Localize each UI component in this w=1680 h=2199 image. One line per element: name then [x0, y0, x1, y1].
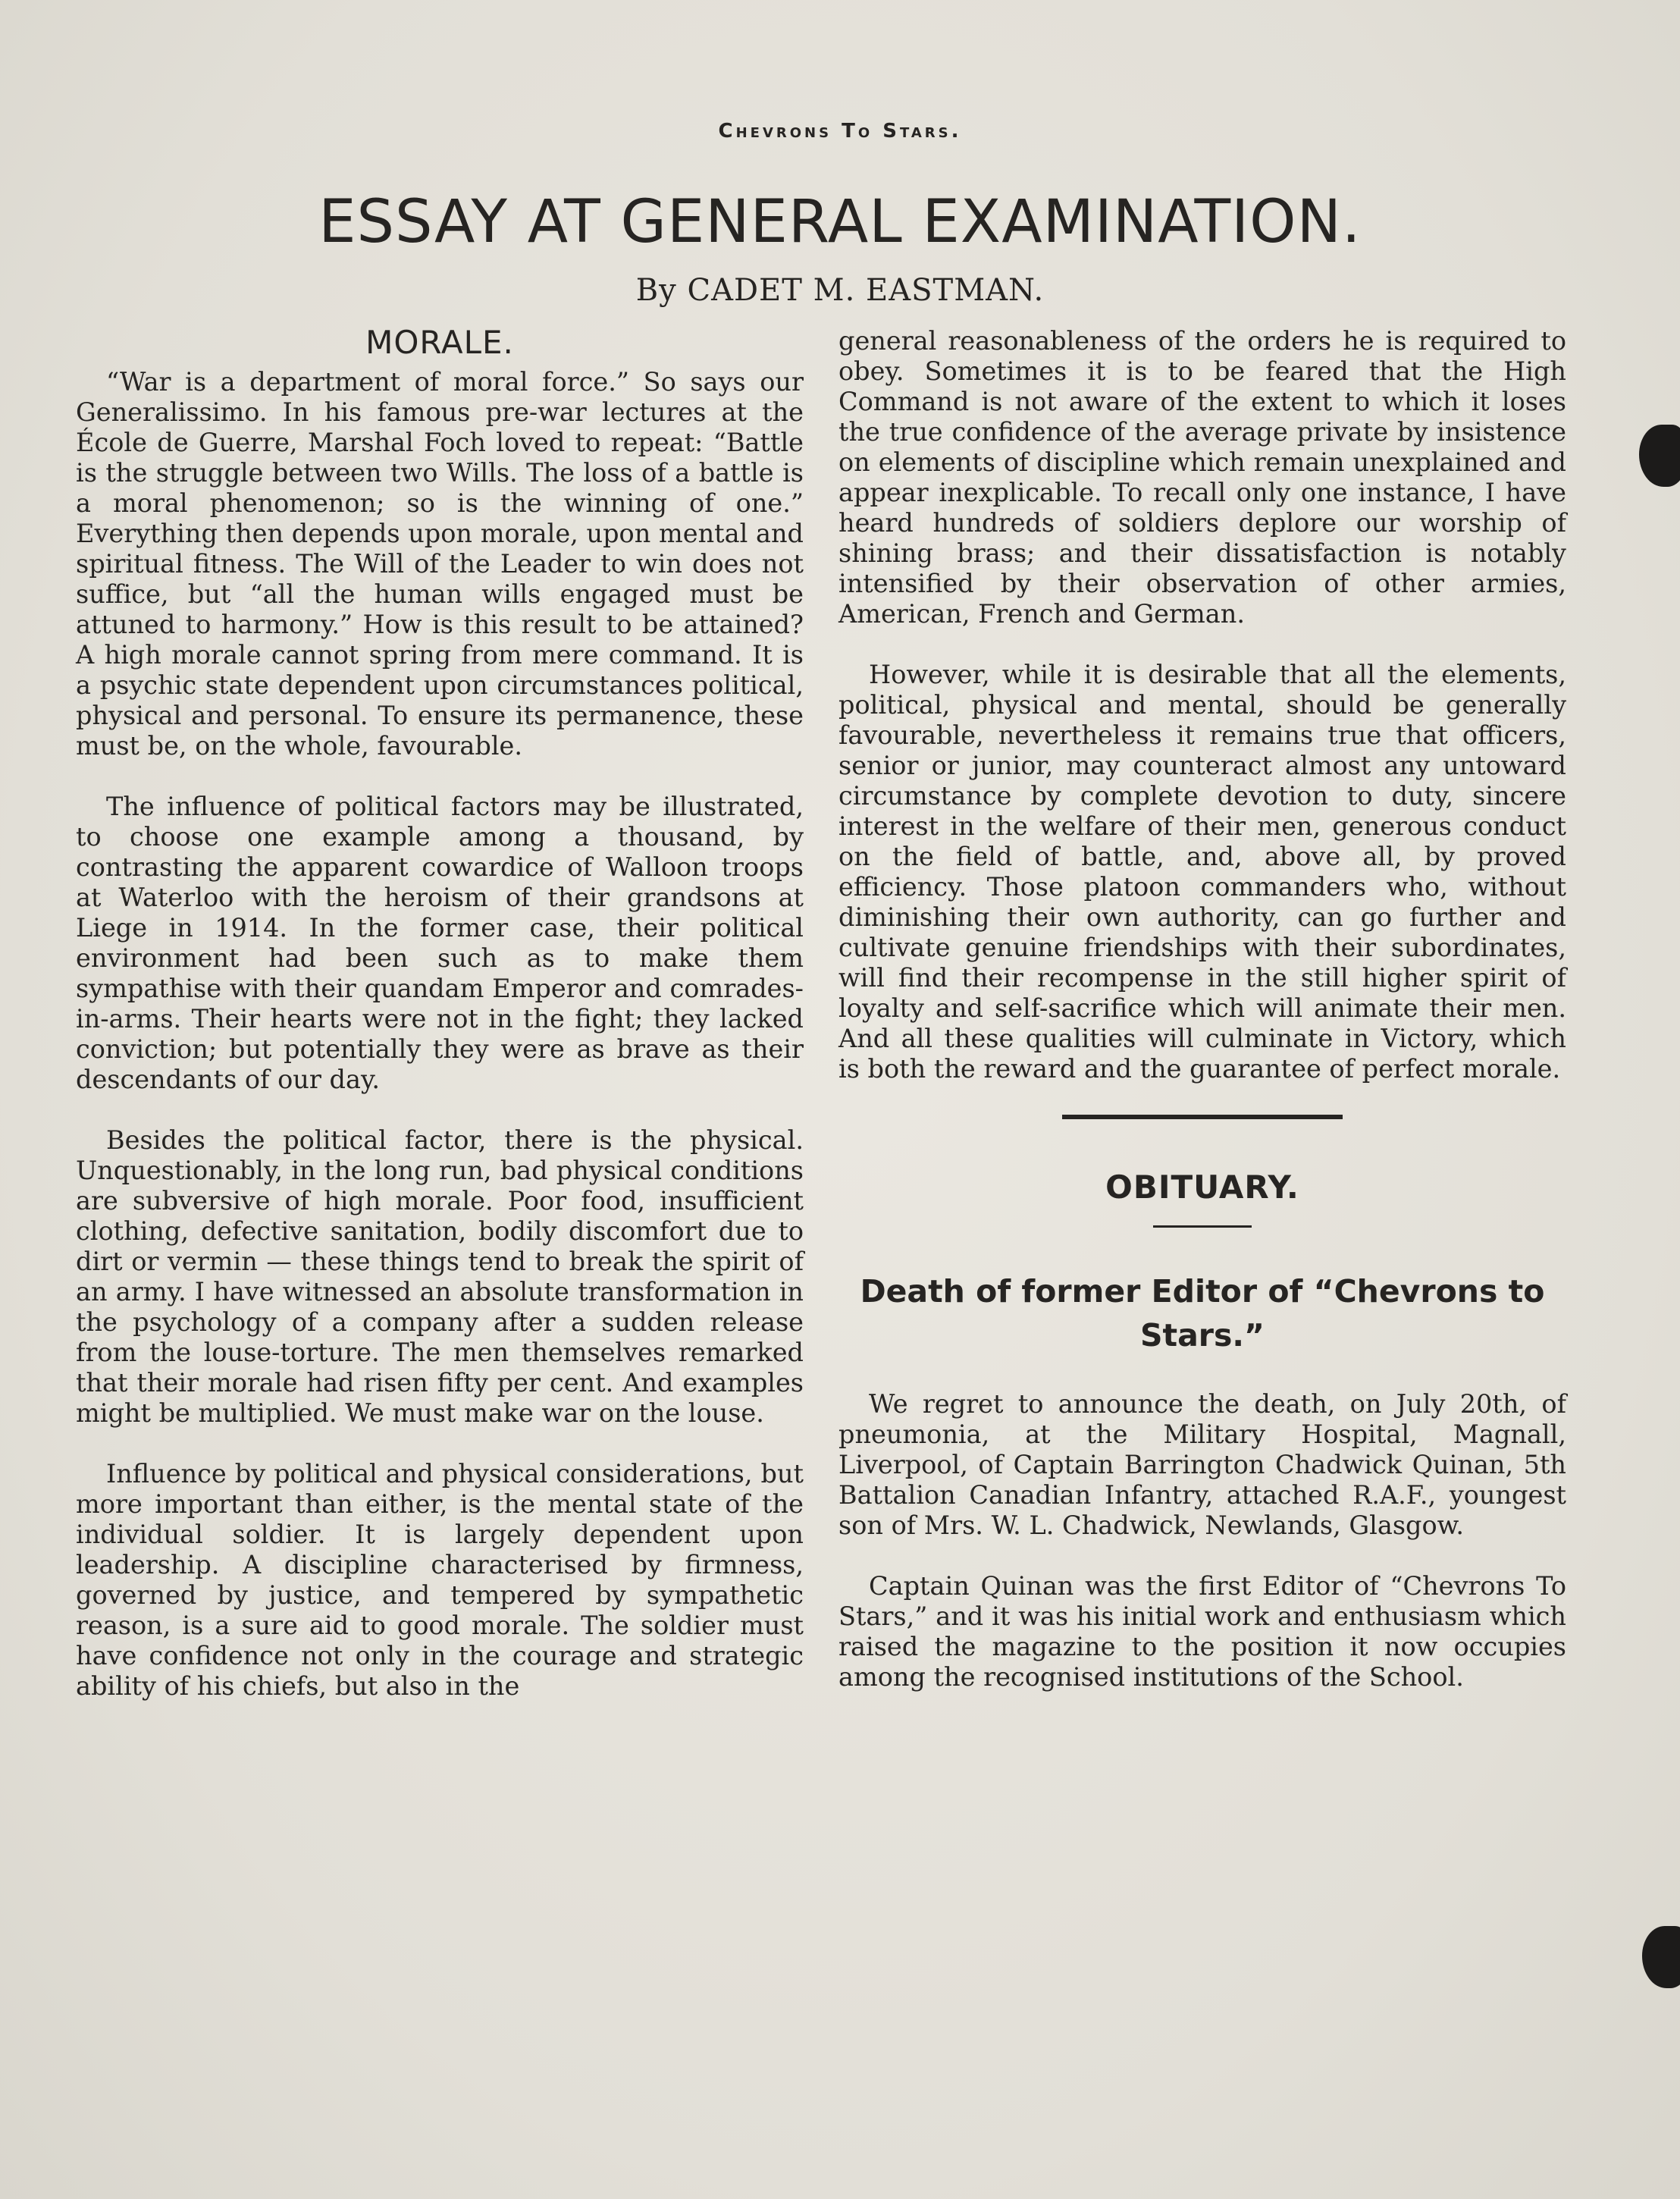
- binding-hole-bottom: [1642, 1926, 1680, 1988]
- obituary-paragraph: We regret to announce the death, on July 20th, of pneumonia, at the Military Hospital, Magnall, Liverpool, of Captain Barrington Chadwick Quinan, 5th Battalion Canadian Infantry, attached R.A.F., youngest son of Mrs. W. L. Chadwick, Newlands, Glasgow.: [838, 1389, 1566, 1540]
- section-divider: [1062, 1115, 1343, 1119]
- obituary-paragraph: Captain Quinan was the first Editor of “Chevrons To Stars,” and it was his initial work and enthusiasm which raised the magazine to the position it now occupies among the recognised institutions of the School.: [838, 1571, 1566, 1692]
- running-head: Chevrons To Stars.: [718, 120, 962, 143]
- left-column: [76, 326, 804, 1732]
- byline: By CADET M. EASTMAN.: [635, 273, 1045, 308]
- essay-paragraph: Influence by political and physical considerations, but more important than either, is the mental state of the individual soldier. It is largely dependent upon leadership. A discipline characterised by firmness, governed by justice, and tempered by sympathetic reason, is a sure aid to good morale. The soldier must have confidence not only in the courage and strategic ability of his chiefs, but also in the: [76, 1459, 804, 1701]
- obituary-headline: Death of former Editor of “Chevrons to Stars.”: [860, 1273, 1545, 1354]
- obituary-divider: [1153, 1225, 1252, 1228]
- obituary-title: OBITUARY.: [1105, 1169, 1299, 1206]
- essay-paragraph: The influence of political factors may be illustrated, to choose one example among a thousand, by contrasting the apparent cowardice of Walloon troops at Waterloo with the heroism of their grandsons at Liege in 1914. In the former case, their political environment had been such as to make them sympathise with their quandam Emperor and comrades-in-arms. Their hearts were not in the fight; they lacked conviction; but potentially they were as brave as their descendants of our day.: [76, 792, 804, 1094]
- essay-paragraph: “War is a department of moral force.” So says our Generalissimo. In his famous pre-war lectures at the École de Guerre, Marshal Foch loved to repeat: “Battle is the struggle between two Wills. The loss of a battle is a moral phenomenon; so is the winning of one.” Everything then depends upon morale, upon mental and spiritual fitness. The Will of the Leader to win does not suffice, but “all the human wills engaged must be attuned to harmony.” How is this result to be attained? A high morale cannot spring from mere command. It is a psychic state dependent upon circumstances political, physical and personal. To ensure its permanence, these must be, on the whole, favourable.: [76, 367, 804, 761]
- right-column: [838, 326, 1566, 1723]
- article-title: ESSAY AT GENERAL EXAMINATION.: [318, 188, 1362, 256]
- binding-hole-top: [1639, 425, 1680, 487]
- essay-paragraph: Besides the political factor, there is the physical. Unquestionably, in the long run, bad physical conditions are subversive of high morale. Poor food, insufficient clothing, defective sanitation, bodily discomfort due to dirt or vermin — these things tend to break the spirit of an army. I have witnessed an absolute transformation in the psychology of a company after a sudden release from the louse-torture. The men themselves remarked that their morale had risen fifty per cent. And examples might be multiplied. We must make war on the louse.: [76, 1125, 804, 1428]
- essay-paragraph: general reasonableness of the orders he is required to obey. Sometimes it is to be feared that the High Command is not aware of the extent to which it loses the true confidence of the average private by insistence on elements of discipline which remain unexplained and appear inexplicable. To recall only one instance, I have heard hundreds of soldiers deplore our worship of shining brass; and their dissatisfaction is notably intensified by their observation of other armies, American, French and German.: [838, 326, 1566, 629]
- essay-paragraph: However, while it is desirable that all the elements, political, physical and mental, should be generally favourable, nevertheless it remains true that officers, senior or junior, may counteract almost any untoward circumstance by complete devotion to duty, sincere interest in the welfare of their men, generous conduct on the field of battle, and, above all, by proved efficiency. Those platoon commanders who, without diminishing their own authority, can go further and cultivate genuine friendships with their subordinates, will find their recompense in the still higher spirit of loyalty and self-sacrifice which will animate their men. And all these qualities will culminate in Victory, which is both the reward and the guarantee of perfect morale.: [838, 660, 1566, 1084]
- section-title-morale: MORALE.: [365, 324, 514, 361]
